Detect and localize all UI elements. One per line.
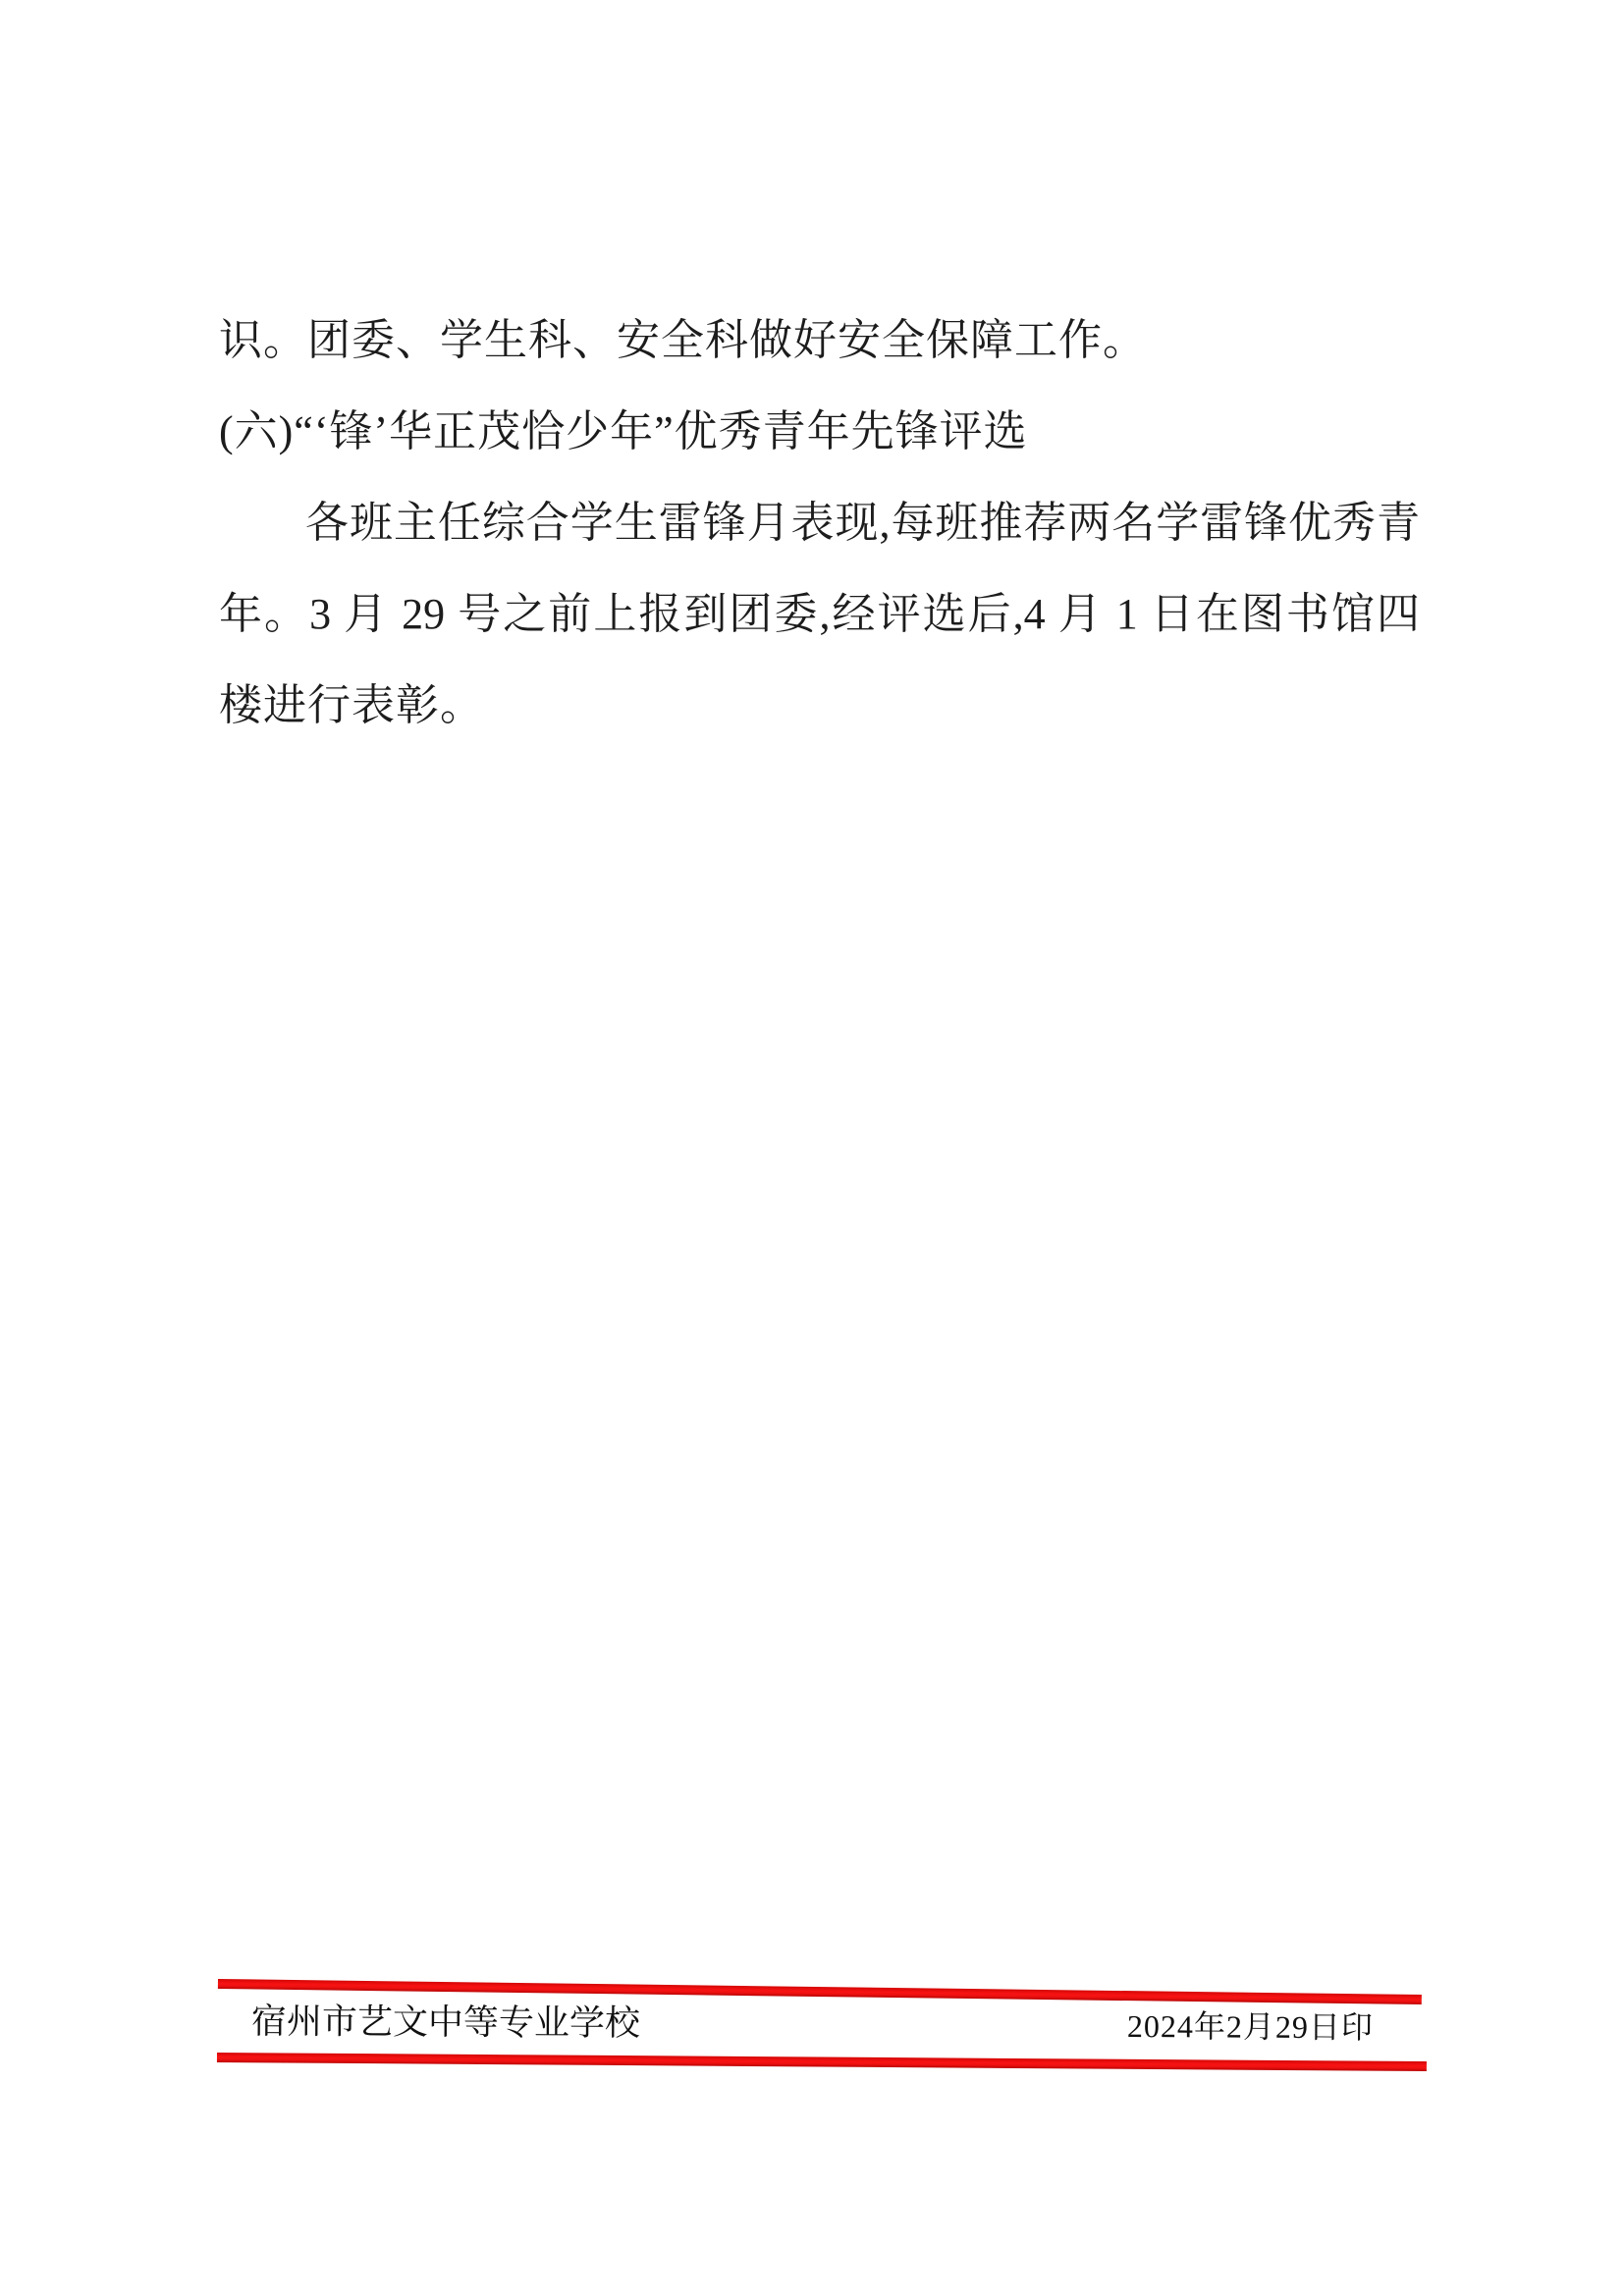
body-line: 楼进行表彰。 [219, 681, 484, 729]
footer-rule-bottom [217, 2053, 1427, 2071]
body-line: 识。团委、学生科、安全科做好安全保障工作。 [219, 316, 1147, 364]
footer-school-name: 宿州市艺文中等专业学校 [250, 2002, 641, 2044]
body-text-block [219, 294, 1420, 751]
body-line: 各班主任综合学生雷锋月表现,每班推荐两名学雷锋优秀青 [305, 499, 1420, 547]
body-line: 年。3 月 29 号之前上报到团委,经评选后,4 月 1 日在图书馆四 [219, 590, 1420, 638]
footer-print-date: 2024年2月29日印 [1126, 2008, 1375, 2046]
body-line: (六)“‘锋’华正茂恰少年”优秀青年先锋评选 [219, 407, 1028, 455]
footer-rule-top [218, 1979, 1422, 2004]
